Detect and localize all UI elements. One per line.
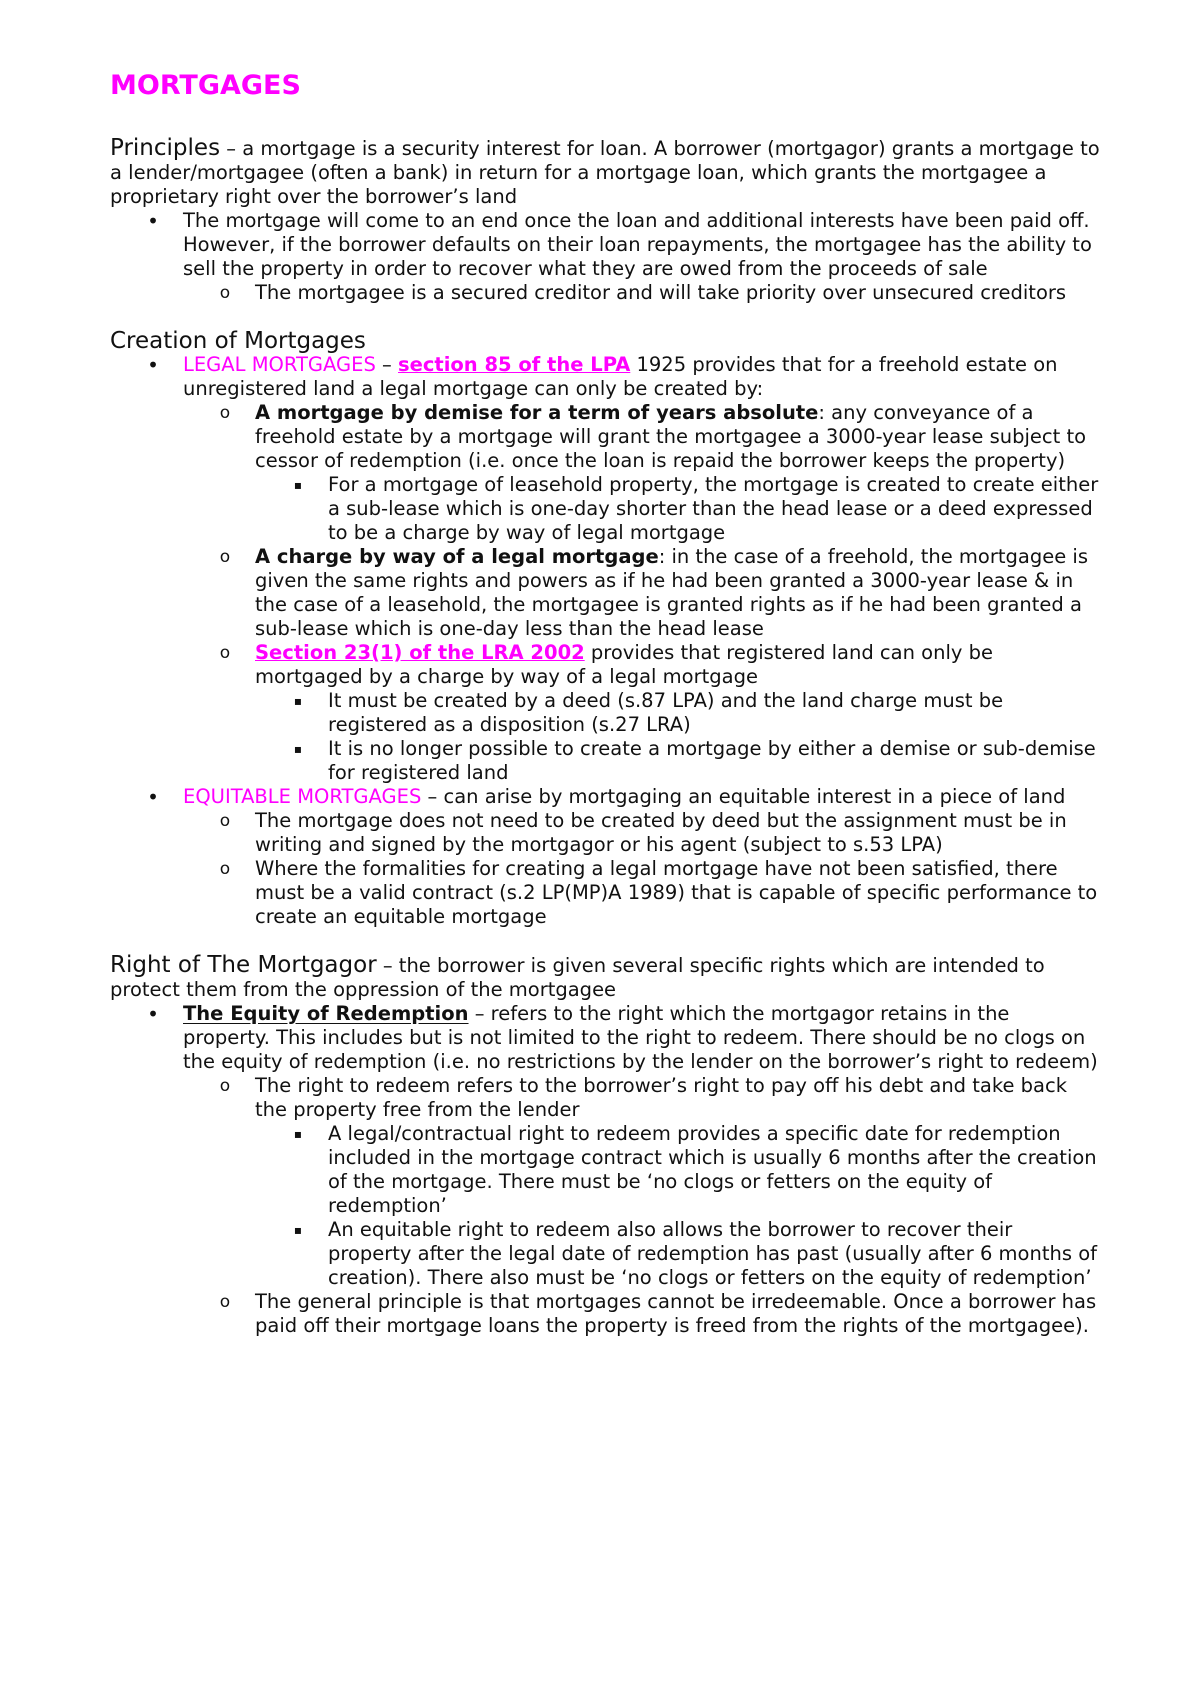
demise-term: A mortgage by demise for a term of years absolute	[255, 401, 819, 424]
principles-paragraph	[110, 136, 1100, 209]
square-bullet-icon: ▪	[293, 694, 303, 708]
list-item	[110, 809, 1100, 857]
list-item-text: provides that registered land can only be mortgaged by a charge by way of a legal mortgage	[255, 641, 993, 688]
list-item	[110, 353, 1100, 401]
document-title: MORTGAGES	[110, 70, 301, 101]
list-item-text: : any conveyance of a freehold estate by a mortgage will grant the mortgagee a 3000-year lease subject to cessor of redemption (i.e. once the loan is repaid the borrower keeps the property)	[255, 401, 1087, 472]
bullet-icon: •	[147, 785, 159, 809]
list-item-text: The right to redeem refers to the borrower’s right to pay off his debt and take back the property free from the lender	[255, 1074, 1067, 1121]
principles-text: – a mortgage is a security interest for loan. A borrower (mortgagor) grants a mortgage to a lender/mortgagee (often a bank) in return for a mortgage loan, which grants the mortgagee a proprietary right over the borrower’s land	[110, 137, 1100, 208]
creation-section	[110, 329, 1100, 929]
equity-of-redemption-term: The Equity of Redemption	[183, 1002, 469, 1025]
list-item-text: A legal/contractual right to redeem provides a specific date for redemption included in the mortgage contract which is usually 6 months after the creation of the mortgage. There must be ‘no clogs or fetters on the equity of redemption’	[328, 1122, 1097, 1217]
rights-section	[110, 953, 1100, 1338]
list-item-text: For a mortgage of leasehold property, the mortgage is created to create either a sub-lease which is one-day shorter than the head lease or a deed expressed to be a charge by way of legal mortgage	[328, 473, 1099, 544]
document-page	[110, 70, 1100, 1362]
bullet-icon: •	[147, 1002, 159, 1026]
list-item-text: The general principle is that mortgages cannot be irredeemable. Once a borrower has paid off their mortgage loans the property is freed from the rights of the mortgagee).	[255, 1290, 1097, 1337]
list-item	[110, 1122, 1100, 1218]
circle-bullet-icon: o	[219, 811, 231, 831]
circle-bullet-icon: o	[219, 1292, 231, 1312]
creation-list	[110, 353, 1100, 929]
list-item	[110, 641, 1100, 689]
square-bullet-icon: ▪	[293, 1127, 303, 1141]
section-23-lra-link[interactable]: Section 23(1) of the LRA 2002	[255, 641, 585, 664]
square-bullet-icon: ▪	[293, 1223, 303, 1237]
principles-list	[110, 209, 1100, 305]
list-item-text: It is no longer possible to create a mortgage by either a demise or sub-demise for registered land	[328, 737, 1096, 784]
rights-text: – the borrower is given several specific rights which are intended to protect them from the oppression of the mortgagee	[110, 954, 1045, 1001]
circle-bullet-icon: o	[219, 547, 231, 567]
rights-paragraph	[110, 953, 1100, 1002]
section-85-lpa-link[interactable]: section 85 of the LPA	[398, 353, 631, 376]
list-item-text: : in the case of a freehold, the mortgagee is given the same rights and powers as if he had been granted a 3000-year lease & in the case of a leasehold, the mortgagee is granted rights as if he had been granted a sub-lease which is one-day less than the head lease	[255, 545, 1088, 640]
list-item	[110, 473, 1100, 545]
circle-bullet-icon: o	[219, 1076, 231, 1096]
principles-section	[110, 136, 1100, 305]
list-item	[110, 1074, 1100, 1122]
list-item-text: – can arise by mortgaging an equitable interest in a piece of land	[421, 785, 1066, 808]
list-item	[110, 1290, 1100, 1338]
list-item	[110, 1218, 1100, 1290]
list-item	[110, 689, 1100, 737]
creation-heading: Creation of Mortgages	[110, 328, 366, 354]
legal-mortgages-label: LEGAL MORTGAGES	[183, 353, 376, 376]
list-item	[110, 857, 1100, 929]
square-bullet-icon: ▪	[293, 742, 303, 756]
bullet-icon: •	[147, 353, 159, 377]
list-item-text: The mortgage will come to an end once the loan and additional interests have been paid off. However, if the borrower defaults on their loan repayments, the mortgagee has the ability to sell the property in order to recover what they are owed from the proceeds of sale	[183, 209, 1092, 280]
list-item	[110, 1002, 1100, 1074]
rights-list	[110, 1002, 1100, 1338]
square-bullet-icon: ▪	[293, 478, 303, 492]
circle-bullet-icon: o	[219, 403, 231, 423]
list-item	[110, 785, 1100, 809]
list-item-text: 1925 provides that for a freehold estate on unregistered land a legal mortgage can only be created by:	[183, 353, 1058, 400]
list-item	[110, 281, 1100, 305]
circle-bullet-icon: o	[219, 643, 231, 663]
list-item	[110, 401, 1100, 473]
list-item-text: It must be created by a deed (s.87 LPA) and the land charge must be registered as a disposition (s.27 LRA)	[328, 689, 1004, 736]
rights-heading: Right of The Mortgagor	[110, 952, 377, 978]
list-item	[110, 737, 1100, 785]
circle-bullet-icon: o	[219, 859, 231, 879]
list-item-text: The mortgage does not need to be created by deed but the assignment must be in writing and signed by the mortgagor or his agent (subject to s.53 LPA)	[255, 809, 1067, 856]
list-item-text: An equitable right to redeem also allows the borrower to recover their property after the legal date of redemption has past (usually after 6 months of creation). There also must be ‘no clogs or fetters on the equity of redemption’	[328, 1218, 1097, 1289]
dash: –	[375, 353, 398, 376]
list-item-text: The mortgagee is a secured creditor and will take priority over unsecured creditors	[255, 281, 1067, 304]
circle-bullet-icon: o	[219, 283, 231, 303]
bullet-icon: •	[147, 209, 159, 233]
charge-term: A charge by way of a legal mortgage	[255, 545, 659, 568]
list-item	[110, 545, 1100, 641]
equitable-mortgages-label: EQUITABLE MORTGAGES	[183, 785, 422, 808]
principles-heading: Principles	[110, 135, 221, 161]
list-item-text: Where the formalities for creating a legal mortgage have not been satisfied, there must be a valid contract (s.2 LP(MP)A 1989) that is capable of specific performance to create an equitable mortgage	[255, 857, 1098, 928]
list-item-text: – refers to the right which the mortgagor retains in the property. This includes but is not limited to the right to redeem. There should be no clogs on the equity of redemption (i.e. no restrictions by the lender on the borrower’s right to redeem)	[183, 1002, 1098, 1073]
list-item	[110, 209, 1100, 281]
